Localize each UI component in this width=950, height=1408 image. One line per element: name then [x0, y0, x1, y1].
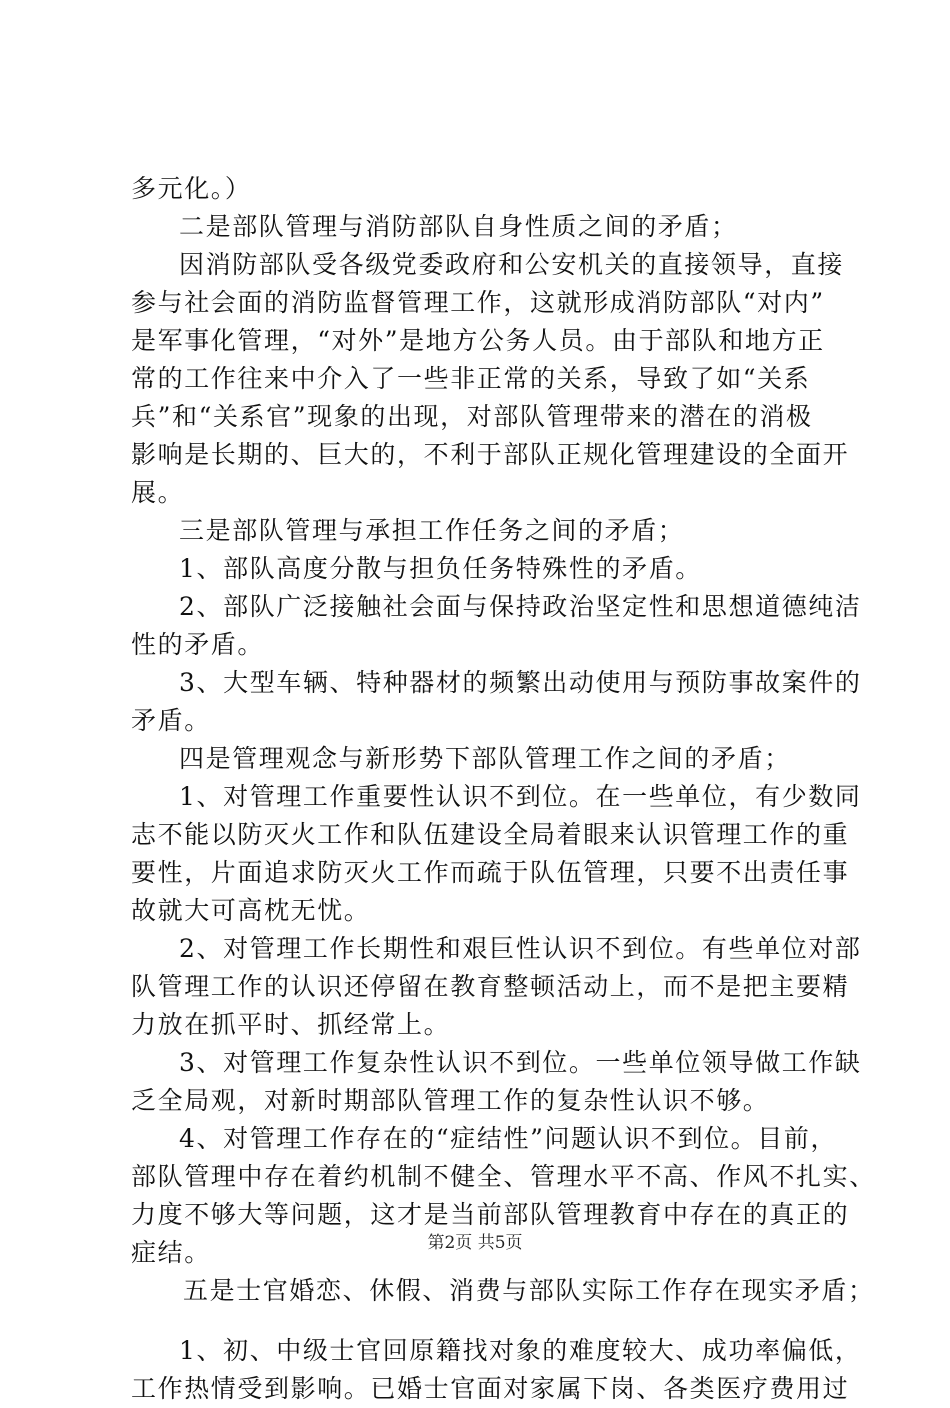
list-item: 1、部队高度分散与担负任务特殊性的矛盾。 — [179, 554, 702, 583]
list-item: 2、部队广泛接触社会面与保持政治坚定性和思想道德纯洁 — [179, 592, 862, 621]
paragraph-gap — [131, 1310, 831, 1332]
text-line: 故就大可高枕无忧。 — [131, 896, 371, 925]
text-line: 要性，片面追求防灭火工作而疏于队伍管理，只要不出责任事 — [131, 858, 850, 887]
text-line: 矛盾。 — [131, 706, 211, 735]
document-body — [131, 170, 876, 1408]
text-line: 因消防部队受各级党委政府和公安机关的直接领导，直接 — [179, 250, 845, 279]
text-line: 力放在抓平时、抓经常上。 — [131, 1010, 451, 1039]
text-line: 展。 — [131, 478, 185, 507]
section-heading: 三是部队管理与承担工作任务之间的矛盾； — [179, 516, 685, 545]
text-line: 兵”和“关系官”现象的出现，对部队管理带来的潜在的消极 — [131, 402, 813, 431]
text-line: 性的矛盾。 — [131, 630, 265, 659]
text-line: 工作热情受到影响。已婚士官面对家属下岗、各类医疗费用过 — [131, 1374, 850, 1403]
list-item: 3、大型车辆、特种器材的频繁出动使用与预防事故案件的 — [179, 668, 862, 697]
text-line: 参与社会面的消防监督管理工作，这就形成消防部队“对内” — [131, 288, 825, 317]
list-item: 1、对管理工作重要性认识不到位。在一些单位，有少数同 — [179, 782, 862, 811]
text-line: 多元化。） — [131, 174, 252, 203]
section-heading: 四是管理观念与新形势下部队管理工作之间的矛盾； — [179, 744, 791, 773]
page-footer: 第2页 共5页 — [427, 1233, 523, 1253]
text-line: 是军事化管理，“对外”是地方公务人员。由于部队和地方正 — [131, 326, 825, 355]
list-item: 2、对管理工作长期性和艰巨性认识不到位。有些单位对部 — [179, 934, 862, 963]
text-line: 队管理工作的认识还停留在教育整顿活动上，而不是把主要精 — [131, 972, 850, 1001]
section-heading: 五是士官婚恋、休假、消费与部队实际工作存在现实矛盾； — [183, 1276, 875, 1305]
text-line: 部队管理中存在着约机制不健全、管理水平不高、作风不扎实、 — [131, 1162, 876, 1191]
text-line: 症结。 — [131, 1238, 211, 1267]
list-item: 4、对管理工作存在的“症结性”问题认识不到位。目前， — [179, 1124, 838, 1153]
list-item: 3、对管理工作复杂性认识不到位。一些单位领导做工作缺 — [179, 1048, 862, 1077]
text-line: 影响是长期的、巨大的，不利于部队正规化管理建设的全面开 — [131, 440, 850, 469]
text-line: 常的工作往来中介入了一些非正常的关系，导致了如“关系 — [131, 364, 811, 393]
section-heading: 二是部队管理与消防部队自身性质之间的矛盾； — [179, 212, 738, 241]
text-line: 志不能以防灭火工作和队伍建设全局着眼来认识管理工作的重 — [131, 820, 850, 849]
text-line: 乏全局观，对新时期部队管理工作的复杂性认识不够。 — [131, 1086, 770, 1115]
text-line: 力度不够大等问题，这才是当前部队管理教育中存在的真正的 — [131, 1200, 850, 1229]
list-item: 1、初、中级士官回原籍找对象的难度较大、成功率偏低， — [179, 1336, 862, 1365]
